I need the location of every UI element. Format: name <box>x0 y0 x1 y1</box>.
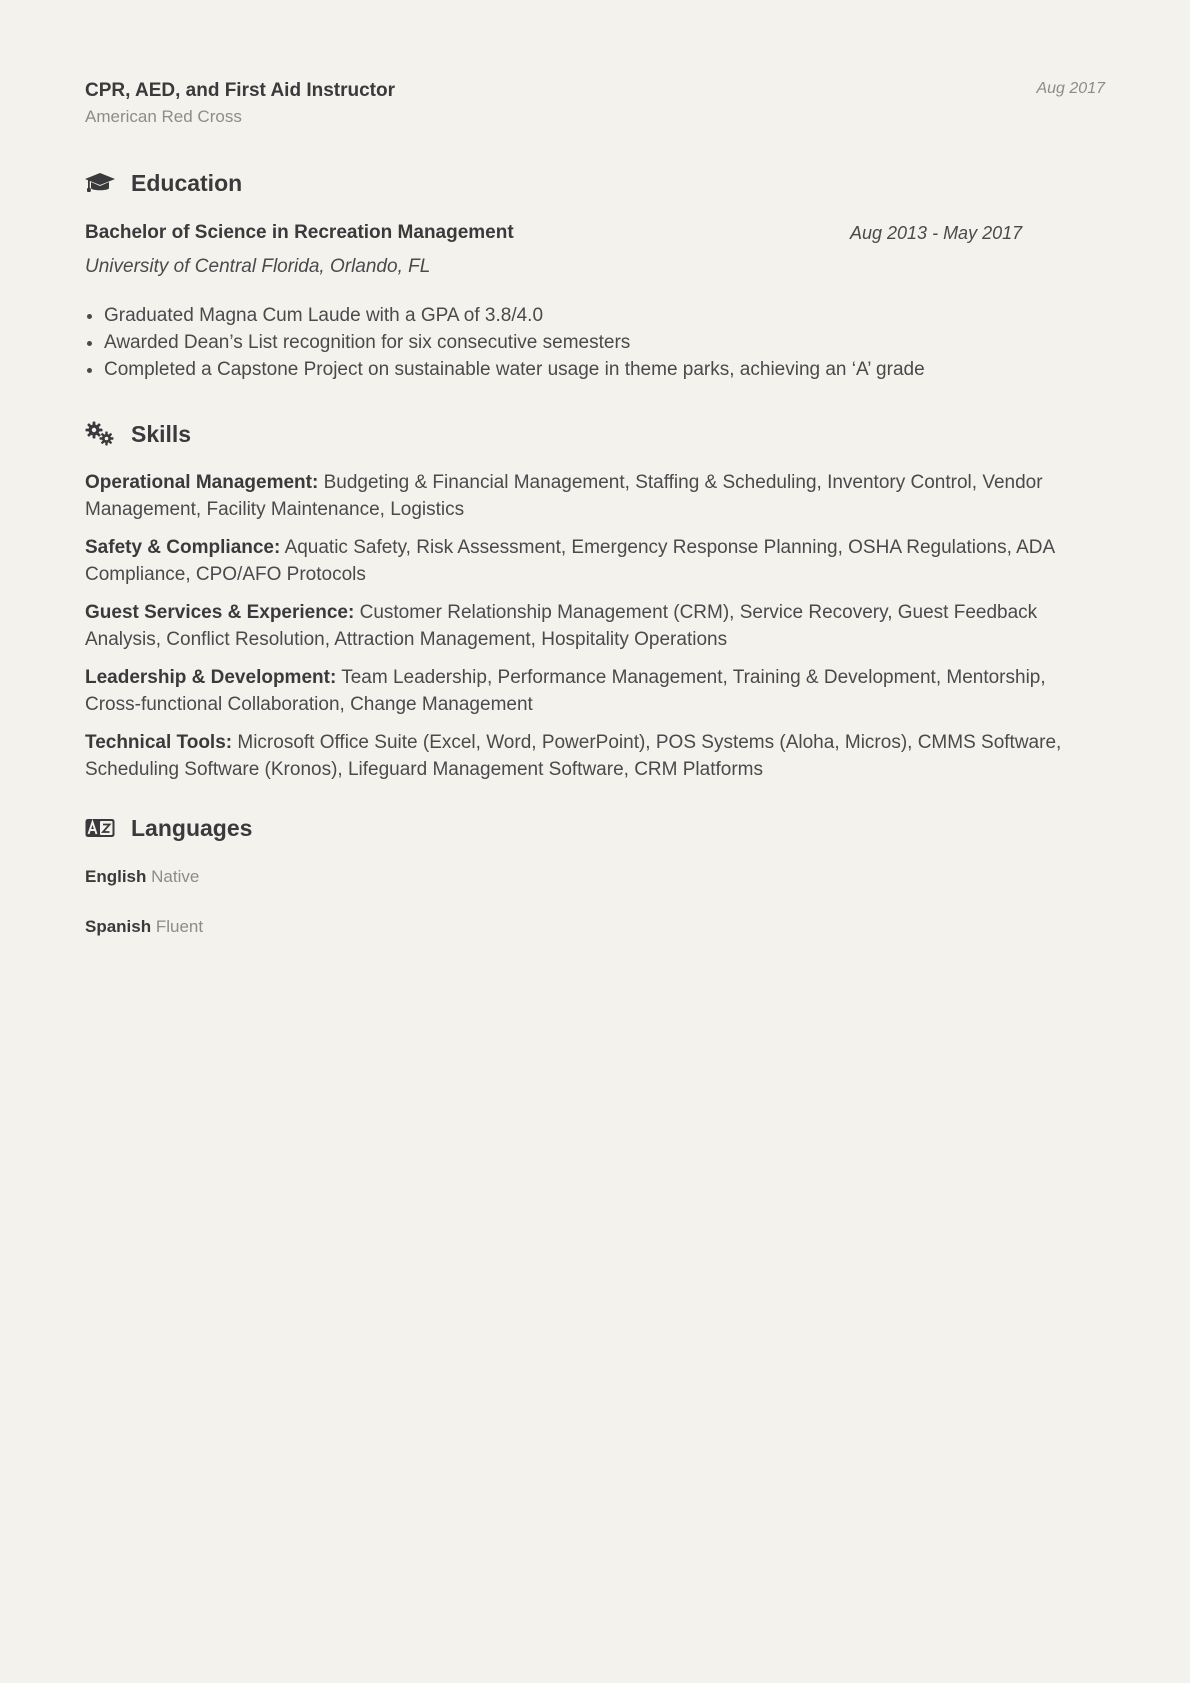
resume-page <box>85 78 1105 965</box>
skill-label: Leadership & Development: <box>85 667 337 688</box>
skill-row <box>85 469 1105 523</box>
certification-organization: American Red Cross <box>85 107 242 126</box>
language-row <box>85 915 1105 939</box>
languages-header <box>85 813 1105 843</box>
language-icon <box>85 815 117 841</box>
skill-label: Safety & Compliance: <box>85 537 281 558</box>
certification-date: Aug 2017 <box>1036 80 1105 97</box>
skills-header <box>85 419 1105 449</box>
skill-row <box>85 729 1105 783</box>
languages-section <box>85 813 1105 939</box>
skill-row <box>85 599 1105 653</box>
education-degree: Bachelor of Science in Recreation Management <box>85 222 514 243</box>
education-school: University of Central Florida, Orlando, FL <box>85 256 431 277</box>
education-header <box>85 168 1105 198</box>
graduation-cap-icon <box>85 170 117 196</box>
skill-value: Aquatic Safety, Risk Assessment, Emergency Response Planning, OSHA Regulations, ADA Compliance, CPO/AFO Protocols <box>85 537 1055 585</box>
skills-section <box>85 419 1105 783</box>
gears-icon <box>85 421 117 447</box>
skill-label: Operational Management: <box>85 472 319 493</box>
skills-heading: Skills <box>131 420 192 447</box>
language-level: Native <box>151 867 200 886</box>
languages-list <box>85 865 1105 939</box>
skill-value: Team Leadership, Performance Management, Training & Development, Mentorship, Cross-functional Collaboration, Change Management <box>85 667 1046 715</box>
education-bullet: • Graduated Magna Cum Laude with a GPA of 3.8/4.0 <box>104 302 1105 329</box>
education-entry <box>85 220 1105 383</box>
skill-row <box>85 664 1105 718</box>
skill-value: Budgeting & Financial Management, Staffing & Scheduling, Inventory Control, Vendor Management, Facility Maintenance, Logistics <box>85 472 1043 520</box>
education-bullets <box>85 302 1105 383</box>
certification-title: CPR, AED, and First Aid Instructor <box>85 80 396 101</box>
language-name: Spanish <box>85 917 152 936</box>
skill-label: Guest Services & Experience: <box>85 602 355 623</box>
education-heading: Education <box>131 169 243 196</box>
language-name: English <box>85 867 147 886</box>
skill-row <box>85 534 1105 588</box>
languages-heading: Languages <box>131 814 253 841</box>
language-row <box>85 865 1105 889</box>
certification-entry <box>85 78 1105 130</box>
skill-value: Microsoft Office Suite (Excel, Word, PowerPoint), POS Systems (Aloha, Micros), CMMS Software, Scheduling Software (Kronos), Lifeguard Management Software, CRM Platforms <box>85 732 1062 780</box>
skill-value: Customer Relationship Management (CRM), Service Recovery, Guest Feedback Analysis, Conflict Resolution, Attraction Management, Hospitality Operations <box>85 602 1038 650</box>
education-bullet: • Awarded Dean’s List recognition for six consecutive semesters <box>104 329 1105 356</box>
education-dates: Aug 2013 - May 2017 <box>850 223 1023 243</box>
skill-label: Technical Tools: <box>85 732 233 753</box>
education-bullet: • Completed a Capstone Project on sustainable water usage in theme parks, achieving an ‘A’ grade <box>104 356 1105 383</box>
education-section <box>85 168 1105 383</box>
language-level: Fluent <box>155 917 204 936</box>
skills-list <box>85 469 1105 783</box>
